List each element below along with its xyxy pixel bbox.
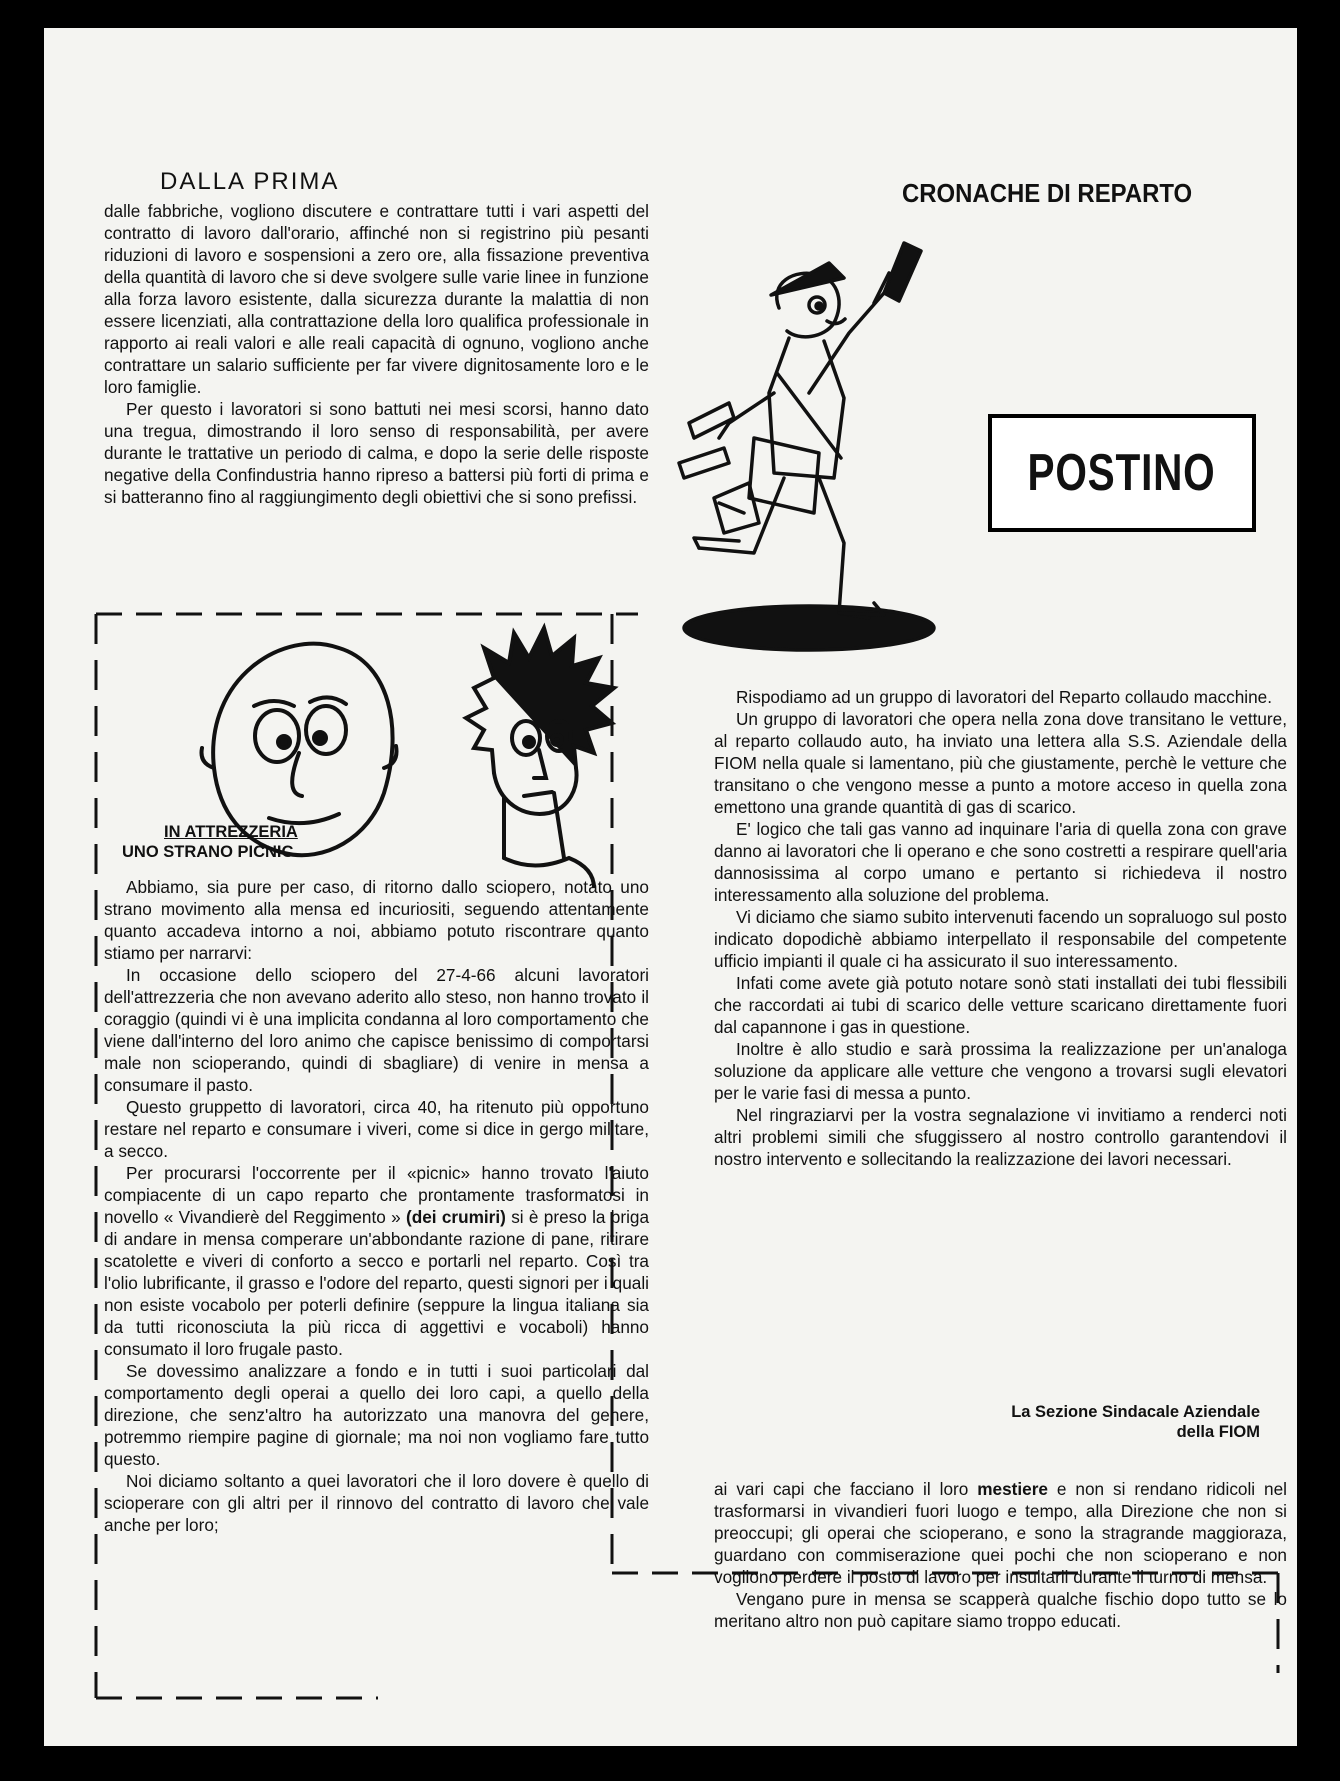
newspaper-page bbox=[44, 28, 1297, 1746]
paragraph: Rispodiamo ad un gruppo di lavoratori del Reparto collaudo macchine. bbox=[736, 687, 1272, 707]
signature-line2: della FIOM bbox=[1176, 1423, 1260, 1441]
box-title-line1: IN ATTREZZERIA bbox=[164, 823, 298, 841]
continuation-text bbox=[714, 1478, 1287, 1632]
box-article-title bbox=[122, 822, 298, 862]
paragraph: Un gruppo di lavoratori che opera nella zona dove transitano le vetture, al reparto collaudo auto, ha inviato una lettera alla S.S. Aziendale della FIOM nella quale si lamentano, più che giustamente, perchè le vetture che transitano o che vengono messe a punto a motore acceso in quella zona emettono una grande quantità di gas di scarico. bbox=[714, 709, 1287, 817]
paragraph: Abbiamo, sia pure per caso, di ritorno dallo sciopero, notato uno strano movimento alla mensa ed incuriositi, seguendo attentamente quanto accadeva intorno a noi, abbiamo potuto riscontrare quanto stiamo per narrarvi: bbox=[104, 877, 649, 963]
paragraph: ai vari capi che facciano il loro mestiere e non si rendano ridicoli nel trasformarsi in vivandieri fuori luogo e tempo, alla Direzione che non si preoccupi; gli operai che scioperano, e sono la stragrande maggioraza, guardano con commiserazione quei pochi che non scioperano e non vogliono perdere il posto di lavoro per insultarli durante il turno di mensa. bbox=[714, 1479, 1287, 1587]
signature-line1: La Sezione Sindacale Aziendale bbox=[1011, 1403, 1260, 1421]
paragraph: Per procurarsi l'occorrente per il «picnic» hanno trovato l'aiuto compiacente di un capo reparto che prontamente trasformatosi in novello « Vivandierè del Reggimento » (dei crumiri) si è preso la briga di andare in mensa comperare un'abbondante razione di pane, ritirare scatolette e viveri di conforto a secco e portarli nel reparto. Così tra l'olio lubrificante, il grasso e l'odore del reparto, questi signori per i quali non esiste vocabolo per poterli definire (seppure la lingua italiana sia da tutti riconosciuta la più ricca di aggettivi e vocaboli) hanno consumato il loro frugale pasto. bbox=[104, 1163, 650, 1359]
left-column-heading: DALLA PRIMA bbox=[160, 168, 340, 195]
postino-label: POSTINO bbox=[1027, 444, 1217, 502]
emphasis-text: (dei crumiri) bbox=[406, 1207, 506, 1227]
paragraph: dalle fabbriche, vogliono discutere e contrattare tutti i vari aspetti del contratto di lavoro dall'orario, affinché non si registrino più pesanti riduzioni di lavoro e sospensioni a zero ore, alla fissazione preventiva della quantità di lavoro che si deve svolgere sulle varie linee in funzione alla forza lavoro esistente, dalla sicurezza durante la malattia di non essere licenziati, alla contrattazione della loro qualifica professionale in rapporto ai reali valori e alle reali capacità di ognuno, vogliono anche contrattare un salario sufficiente per far vivere dignitosamente loro e le loro famiglie. bbox=[104, 201, 649, 397]
signature bbox=[1011, 1402, 1260, 1442]
postman-illustration bbox=[659, 223, 979, 663]
paragraph: Inoltre è allo studio e sarà prossima la realizzazione per un'analoga soluzione da applicare alle vetture che vengono a trovarsi sugli elevatori per le varie fasi di messa a punto. bbox=[714, 1039, 1287, 1103]
paragraph: Vi diciamo che siamo subito intervenuti facendo un sopraluogo sul posto indicato dopodichè abbiamo interpellato il responsabile del competente ufficio impianti il quale ci ha assicurato il suo interessamento. bbox=[714, 907, 1287, 971]
paragraph: Noi diciamo soltanto a quei lavoratori che il loro dovere è quello di scioperare con gli altri per il rinnovo del contratto di lavoro che vale anche per loro; bbox=[104, 1471, 649, 1535]
emphasis-text: mestiere bbox=[977, 1479, 1048, 1499]
paragraph: Per questo i lavoratori si sono battuti nei mesi scorsi, hanno dato una tregua, dimostrando il loro senso di responsabilità, per avere durante le trattative un periodo di calma, e dopo la serie delle risposte negative della Confindustria hanno ripreso a battersi più forti di prima e si batteranno fino al raggiungimento degli obiettivi che si sono prefissi. bbox=[104, 399, 649, 507]
paragraph: Questo gruppetto di lavoratori, circa 40, ha ritenuto più opportuno restare nel reparto e consumare i viveri, come si dice in gergo militare, a secco. bbox=[104, 1097, 649, 1161]
paragraph: E' logico che tali gas vanno ad inquinare l'aria di quella zona con grave danno ai lavoratori che li operano e che sono costretti a respirare quell'aria dannosissima al corpo umano e pertanto si richiedeva il nostro interessamento alla soluzione del problema. bbox=[714, 819, 1287, 905]
paragraph: Infati come avete già potuto notare sonò stati installati dei tubi flessibili che raccordati ai tubi di scarico delle vetture scaricano direttamente fuori dal capannone i gas in questione. bbox=[714, 973, 1287, 1037]
right-column-heading: CRONACHE DI REPARTO bbox=[902, 178, 1193, 208]
postino-label-box bbox=[988, 414, 1256, 532]
paragraph: Nel ringraziarvi per la vostra segnalazione vi invitiamo a renderci noti altri problemi simili che sfuggissero al nostro controllo garantendovi il nostro intervento e sollecitando la realizzazione dei lavori necessari. bbox=[714, 1105, 1287, 1169]
paragraph: Se dovessimo analizzare a fondo e in tutti i suoi particolari dal comportamento degli operai a quello dei loro capi, a quello della direzione, che senz'altro ha autorizzato una manovra del genere, potremmo riempire pagine di giornale; ma noi non vogliamo fare tutto questo. bbox=[104, 1361, 649, 1469]
box-article-text bbox=[104, 876, 649, 1536]
right-column-text bbox=[714, 686, 1287, 1170]
paragraph: In occasione dello sciopero del 27-4-66 alcuni lavoratori dell'attrezzeria che non avevano aderito allo steso, non hanno trovato il coraggio (quindi vi è una implicita condanna al loro comportamento che viene dall'interno del loro animo che capisce benissimo di comportarsi male non scioperando, quindi di sbagliare) di venire in mensa a consumare il pasto. bbox=[104, 965, 649, 1095]
box-title-line2: UNO STRANO PICNIC bbox=[122, 843, 294, 861]
left-column-text bbox=[104, 200, 649, 508]
paragraph: Vengano pure in mensa se scapperà qualche fischio dopo tutto se lo meritano altro non può capitare siamo troppo educati. bbox=[714, 1589, 1287, 1631]
